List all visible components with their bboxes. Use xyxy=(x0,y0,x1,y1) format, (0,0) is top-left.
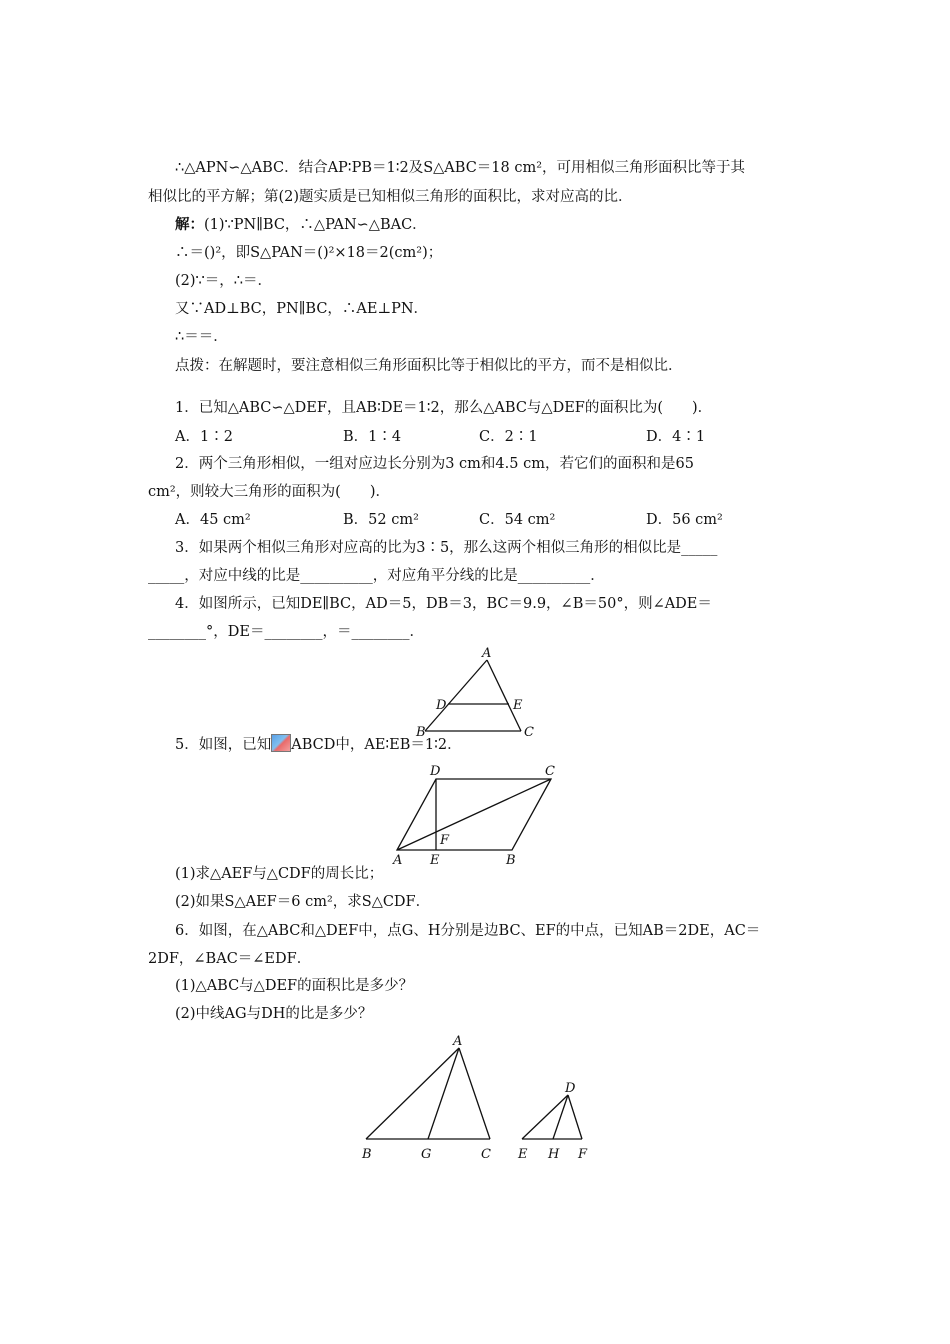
fig6-label-a: A xyxy=(453,1034,463,1049)
fig5-label-c: C xyxy=(545,764,555,779)
fig6-label-e: E xyxy=(518,1147,528,1162)
fig6-label-c: C xyxy=(481,1147,491,1162)
solution-line-4: 又∵AD⊥BC，PN∥BC，∴AE⊥PN． xyxy=(175,301,429,317)
fig4-label-e: E xyxy=(513,698,523,713)
q2-option-d: D．56 cm² xyxy=(646,512,723,528)
q1-option-b: B．1∶4 xyxy=(343,429,402,445)
analysis-line-2: 相似比的平方解；第(2)题实质是已知相似三角形的面积比，求对应高的比． xyxy=(148,189,633,205)
q6-sub-2: (2)中线AG与DH的比是多少？ xyxy=(175,1006,373,1022)
q3-line-2: _____，对应中线的比是__________，对应角平分线的比是__________． xyxy=(148,568,605,584)
q2-option-a: A．45 cm² xyxy=(175,512,251,528)
fig5-label-a: A xyxy=(393,853,403,868)
q6-triangles-figure xyxy=(355,1030,605,1170)
q1-option-d: D．4∶1 xyxy=(646,429,706,445)
solution-label: 解： xyxy=(175,216,204,233)
fig6-label-h: H xyxy=(548,1147,560,1162)
fig4-label-d: D xyxy=(436,698,447,713)
fig4-label-c: C xyxy=(524,725,534,740)
parallelogram-icon xyxy=(271,734,291,752)
q6-line-2: 2DF，∠BAC＝∠EDF． xyxy=(148,951,312,967)
solution-line-2: ∴＝()²，即S△PAN＝()²×18＝2(cm²)； xyxy=(175,245,443,261)
q5-stem-pre: 5．如图，已知 xyxy=(175,737,272,753)
fig4-label-b: B xyxy=(416,725,426,740)
q5-parallelogram-figure xyxy=(388,760,568,870)
fig4-label-a: A xyxy=(482,646,492,661)
fig6-label-f: F xyxy=(578,1147,588,1162)
analysis-line-1: ∴△APN∽△ABC．结合AP∶PB＝1∶2及S△ABC＝18 cm²，可用相似三角形面积比等于其 xyxy=(175,160,746,176)
fig5-label-e: E xyxy=(430,853,440,868)
solution-line-5: ∴＝＝． xyxy=(175,329,228,345)
q6-line-1: 6．如图，在△ABC和△DEF中，点G、H分别是边BC、EF的中点，已知AB＝2DE，AC＝ xyxy=(175,923,761,939)
solution-tip: 点拨：在解题时，要注意相似三角形面积比等于相似比的平方，而不是相似比． xyxy=(175,358,683,374)
fig5-label-f: F xyxy=(440,833,450,848)
fig5-label-b: B xyxy=(506,853,516,868)
fig5-label-d: D xyxy=(430,764,441,779)
q2-stem-line-2: cm²，则较大三角形的面积为( )． xyxy=(148,484,390,500)
q1-stem: 1．已知△ABC∽△DEF，且AB∶DE＝1∶2，那么△ABC与△DEF的面积比为( )． xyxy=(175,400,713,416)
q6-sub-1: (1)△ABC与△DEF的面积比是多少？ xyxy=(175,978,414,994)
q4-triangle-figure xyxy=(410,646,550,742)
q2-option-b: B．52 cm² xyxy=(343,512,419,528)
q4-line-1: 4．如图所示，已知DE∥BC，AD＝5，DB＝3，BC＝9.9，∠B＝50°，则∠ADE＝ xyxy=(175,596,712,612)
solution-part1: (1)∵PN∥BC，∴△PAN∽△BAC． xyxy=(204,217,427,233)
q5-stem xyxy=(175,734,462,755)
q1-option-a: A．1∶2 xyxy=(175,429,233,445)
fig6-label-b: B xyxy=(362,1147,372,1162)
q4-line-2: ________°，DE＝________，＝________． xyxy=(148,624,424,640)
fig6-label-g: G xyxy=(421,1147,432,1162)
q2-stem-line-1: 2．两个三角形相似，一组对应边长分别为3 cm和4.5 cm，若它们的面积和是65 xyxy=(175,456,694,472)
fig6-label-d: D xyxy=(565,1081,576,1096)
q5-stem-post: ABCD中，AE∶EB＝1∶2． xyxy=(291,737,462,753)
q2-option-c: C．54 cm² xyxy=(479,512,556,528)
solution-line-3: (2)∵＝，∴＝． xyxy=(175,273,272,289)
q5-sub-1: (1)求△AEF与△CDF的周长比； xyxy=(175,866,384,882)
q1-option-c: C．2∶1 xyxy=(479,429,538,445)
q3-line-1: 3．如果两个相似三角形对应高的比为3∶5，那么这两个相似三角形的相似比是_____ xyxy=(175,540,718,556)
q5-sub-2: (2)如果S△AEF＝6 cm²，求S△CDF． xyxy=(175,894,431,910)
solution-line-1 xyxy=(175,215,427,235)
